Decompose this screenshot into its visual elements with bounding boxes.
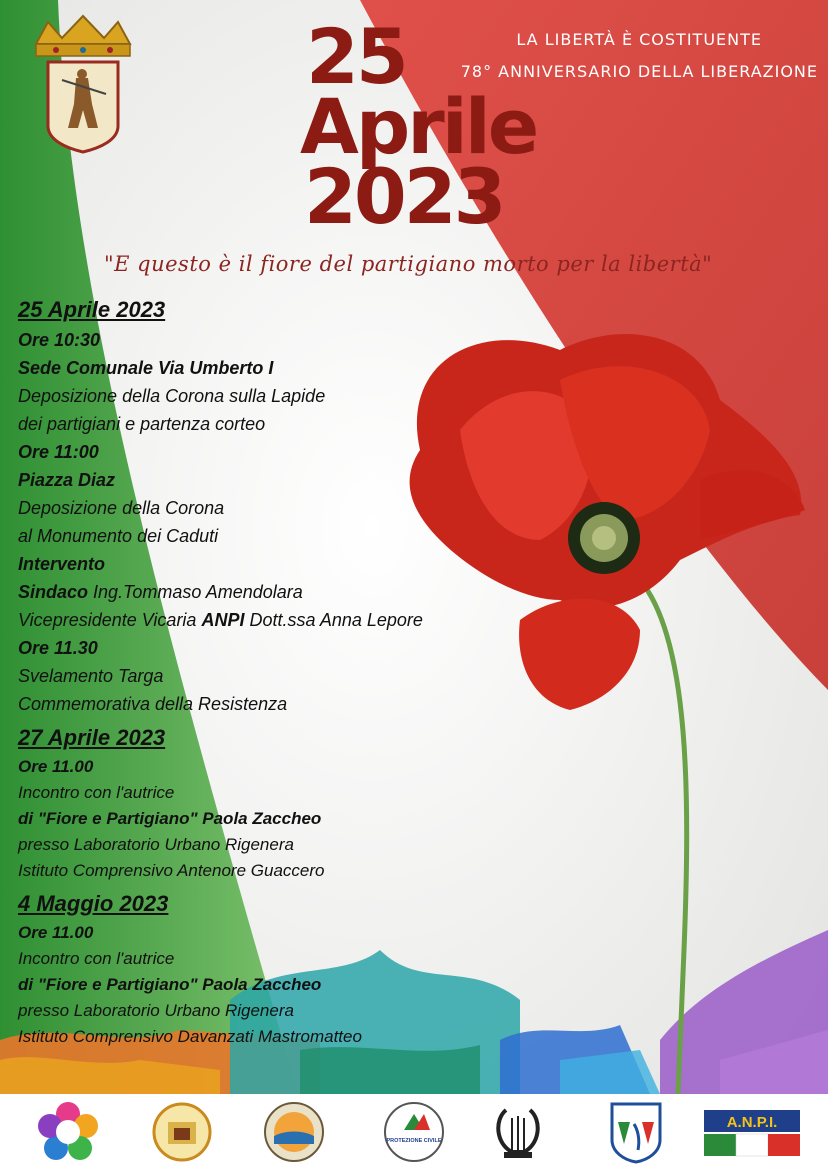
flower-association-logo — [36, 1100, 100, 1164]
vice-org: ANPI — [201, 610, 245, 630]
municipal-crest-icon — [26, 14, 140, 154]
circular-association-logo — [262, 1100, 326, 1164]
vicepresidente-line — [18, 606, 518, 634]
tagline-anniversario: 78° ANNIVERSARIO DELLA LIBERAZIONE — [460, 62, 818, 81]
event-description: Commemorativa della Resistenza — [18, 694, 288, 714]
sindaco-line — [18, 578, 518, 606]
event-time: Ore 11.00 — [18, 757, 94, 776]
date-day: 25 — [306, 12, 406, 101]
event-description: dei partigiani e partenza corteo — [18, 414, 266, 434]
event-author: di "Fiore e Partigiano" Paola Zaccheo — [18, 975, 322, 994]
intervento-label: Intervento — [18, 554, 106, 574]
event-description: Istituto Comprensivo Davanzati Mastromatteo — [18, 1027, 362, 1046]
event-description: Incontro con l'autrice — [18, 949, 175, 968]
event-description: al Monumento dei Caduti — [18, 526, 219, 546]
sponsor-logos-bar — [0, 1094, 828, 1170]
event-author: di "Fiore e Partigiano" Paola Zaccheo — [18, 809, 322, 828]
anpi-logo — [702, 1100, 802, 1164]
event-description: Svelamento Targa — [18, 666, 164, 686]
lyre-music-logo — [486, 1100, 550, 1164]
cultural-association-logo — [150, 1100, 214, 1164]
big-date — [300, 12, 537, 241]
date-year: 2023 — [304, 151, 504, 241]
event-time: Ore 10:30 — [18, 330, 101, 350]
event-time: Ore 11.30 — [18, 638, 98, 658]
anpi-label: A.N.P.I. — [726, 1114, 778, 1131]
event-place: Piazza Diaz — [18, 470, 116, 490]
event-place: Sede Comunale Via Umberto I — [18, 358, 274, 378]
event-time: Ore 11:00 — [18, 442, 99, 462]
date-month: Aprile — [300, 81, 537, 171]
event-time: Ore 11.00 — [18, 923, 94, 942]
sindaco-role: Sindaco — [18, 582, 89, 602]
partisan-quote: "E questo è il fiore del partigiano morto per la libertà" — [104, 252, 713, 276]
section-title-27-aprile: 27 Aprile 2023 — [18, 725, 166, 750]
vice-name: Dott.ssa Anna Lepore — [244, 610, 423, 630]
event-description: Deposizione della Corona sulla Lapide — [18, 386, 326, 406]
protezione-civile-logo — [382, 1100, 446, 1164]
protezione-label: PROTEZIONE CIVILE — [386, 1138, 442, 1144]
shield-association-logo — [604, 1100, 668, 1164]
event-description: Istituto Comprensivo Antenore Guaccero — [18, 861, 325, 880]
tagline-liberta: LA LIBERTÀ È COSTITUENTE — [516, 30, 762, 49]
event-description: Incontro con l'autrice — [18, 783, 175, 802]
section-title-25-aprile: 25 Aprile 2023 — [18, 297, 166, 322]
event-description: Deposizione della Corona — [18, 498, 225, 518]
event-description: presso Laboratorio Urbano Rigenera — [18, 1001, 294, 1020]
section-title-4-maggio: 4 Maggio 2023 — [18, 891, 169, 916]
event-description: presso Laboratorio Urbano Rigenera — [18, 835, 294, 854]
vice-role: Vicepresidente Vicaria — [18, 610, 202, 630]
sindaco-name: Ing.Tommaso Amendolara — [88, 582, 303, 602]
event-program — [18, 294, 518, 1050]
